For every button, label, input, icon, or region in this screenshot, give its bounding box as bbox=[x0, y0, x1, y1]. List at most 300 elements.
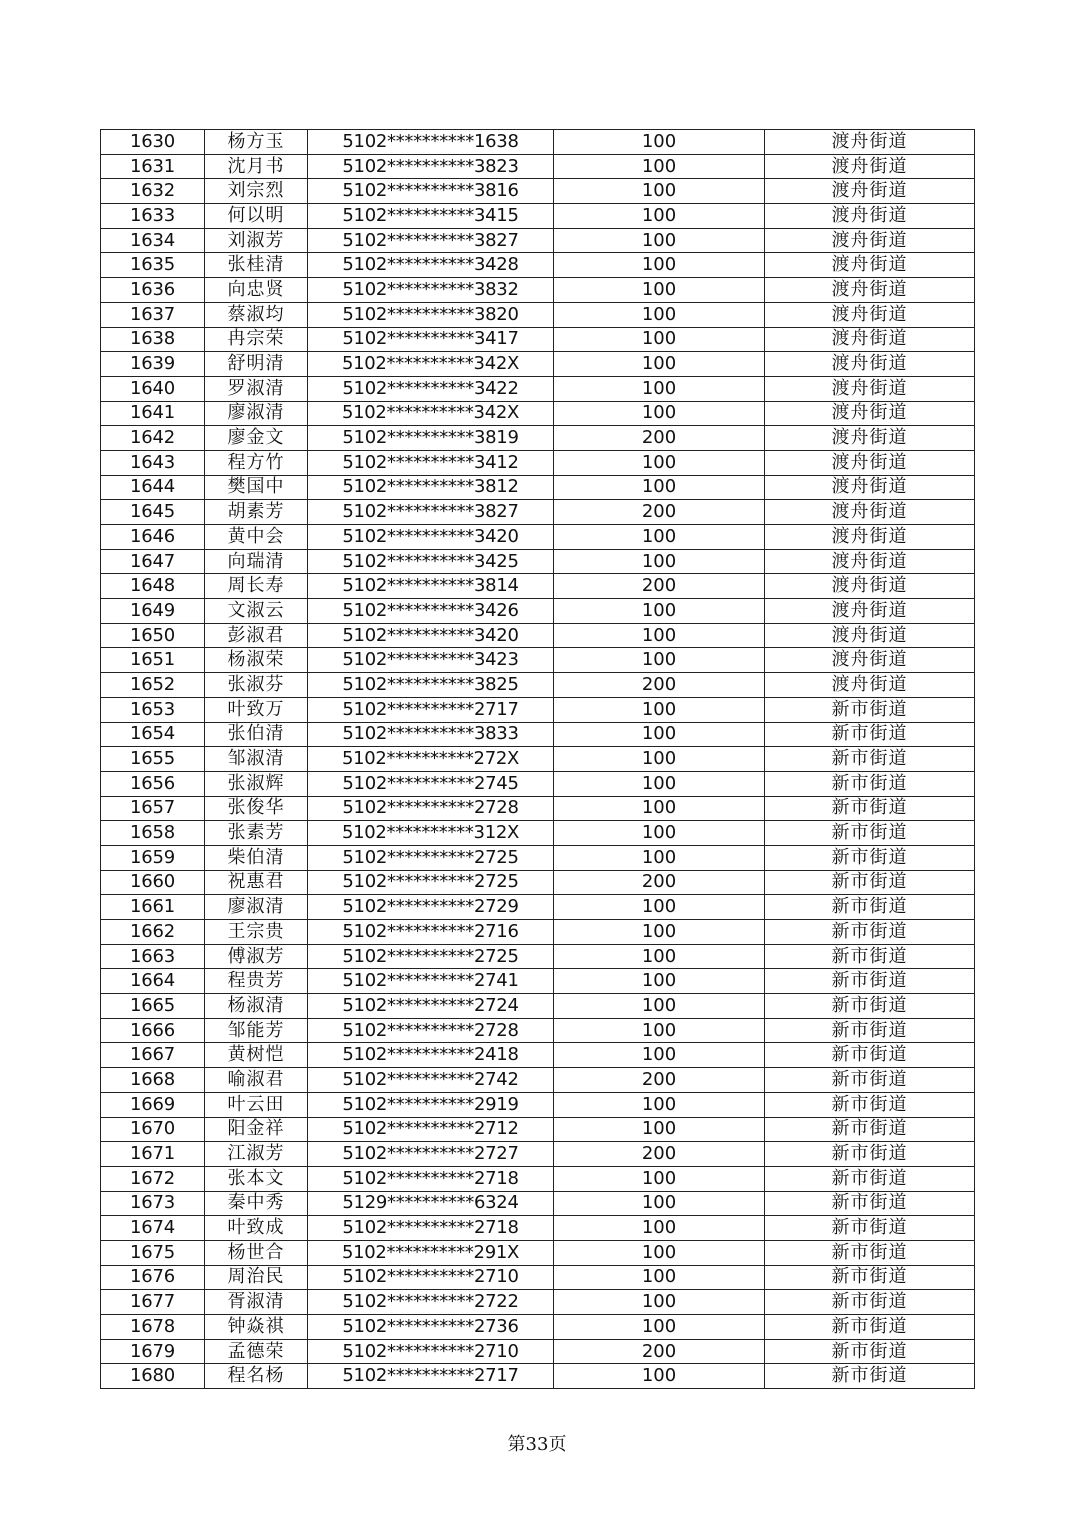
cell-name: 柴伯清 bbox=[205, 845, 308, 870]
cell-street: 新市街道 bbox=[765, 845, 975, 870]
cell-id-number: 5102**********2745 bbox=[308, 771, 554, 796]
cell-serial-number: 1635 bbox=[101, 253, 205, 278]
cell-amount: 200 bbox=[554, 500, 765, 525]
cell-serial-number: 1667 bbox=[101, 1043, 205, 1068]
cell-amount: 200 bbox=[554, 574, 765, 599]
cell-serial-number: 1664 bbox=[101, 969, 205, 994]
table-row bbox=[101, 376, 975, 401]
cell-street: 新市街道 bbox=[765, 1216, 975, 1241]
table-row bbox=[101, 500, 975, 525]
cell-amount: 100 bbox=[554, 475, 765, 500]
table-row bbox=[101, 1117, 975, 1142]
cell-amount: 200 bbox=[554, 673, 765, 698]
cell-amount: 100 bbox=[554, 1216, 765, 1241]
cell-serial-number: 1672 bbox=[101, 1166, 205, 1191]
cell-serial-number: 1673 bbox=[101, 1191, 205, 1216]
cell-name: 樊国中 bbox=[205, 475, 308, 500]
cell-amount: 100 bbox=[554, 376, 765, 401]
cell-name: 冉宗荣 bbox=[205, 327, 308, 352]
cell-id-number: 5102**********3823 bbox=[308, 154, 554, 179]
cell-amount: 100 bbox=[554, 154, 765, 179]
cell-serial-number: 1652 bbox=[101, 673, 205, 698]
table-row bbox=[101, 401, 975, 426]
cell-amount: 100 bbox=[554, 1166, 765, 1191]
cell-id-number: 5102**********2736 bbox=[308, 1315, 554, 1340]
cell-serial-number: 1678 bbox=[101, 1315, 205, 1340]
cell-id-number: 5102**********342X bbox=[308, 401, 554, 426]
cell-serial-number: 1633 bbox=[101, 204, 205, 229]
cell-amount: 100 bbox=[554, 845, 765, 870]
cell-amount: 100 bbox=[554, 722, 765, 747]
cell-amount: 100 bbox=[554, 401, 765, 426]
cell-street: 渡舟街道 bbox=[765, 475, 975, 500]
cell-name: 文淑云 bbox=[205, 599, 308, 624]
cell-name: 程名杨 bbox=[205, 1364, 308, 1389]
cell-name: 张桂清 bbox=[205, 253, 308, 278]
cell-id-number: 5102**********291X bbox=[308, 1240, 554, 1265]
cell-name: 向忠贤 bbox=[205, 278, 308, 303]
cell-serial-number: 1640 bbox=[101, 376, 205, 401]
table-row bbox=[101, 1216, 975, 1241]
cell-amount: 100 bbox=[554, 1092, 765, 1117]
cell-street: 新市街道 bbox=[765, 1315, 975, 1340]
cell-street: 新市街道 bbox=[765, 1166, 975, 1191]
cell-id-number: 5129**********6324 bbox=[308, 1191, 554, 1216]
cell-street: 新市街道 bbox=[765, 1290, 975, 1315]
cell-serial-number: 1631 bbox=[101, 154, 205, 179]
cell-street: 渡舟街道 bbox=[765, 500, 975, 525]
cell-amount: 100 bbox=[554, 352, 765, 377]
cell-amount: 100 bbox=[554, 1240, 765, 1265]
cell-serial-number: 1670 bbox=[101, 1117, 205, 1142]
cell-id-number: 5102**********3417 bbox=[308, 327, 554, 352]
table-row bbox=[101, 1364, 975, 1389]
table-row bbox=[101, 969, 975, 994]
cell-id-number: 5102**********3428 bbox=[308, 253, 554, 278]
table-row bbox=[101, 574, 975, 599]
cell-serial-number: 1677 bbox=[101, 1290, 205, 1315]
cell-serial-number: 1674 bbox=[101, 1216, 205, 1241]
cell-name: 黄中会 bbox=[205, 525, 308, 550]
cell-street: 渡舟街道 bbox=[765, 549, 975, 574]
cell-street: 新市街道 bbox=[765, 994, 975, 1019]
cell-serial-number: 1654 bbox=[101, 722, 205, 747]
cell-amount: 100 bbox=[554, 278, 765, 303]
table-row bbox=[101, 154, 975, 179]
cell-street: 新市街道 bbox=[765, 796, 975, 821]
cell-id-number: 5102**********3819 bbox=[308, 426, 554, 451]
table-row bbox=[101, 920, 975, 945]
cell-street: 新市街道 bbox=[765, 1265, 975, 1290]
cell-id-number: 5102**********3833 bbox=[308, 722, 554, 747]
cell-street: 新市街道 bbox=[765, 1142, 975, 1167]
cell-amount: 200 bbox=[554, 870, 765, 895]
cell-name: 傅淑芳 bbox=[205, 944, 308, 969]
cell-id-number: 5102**********2729 bbox=[308, 895, 554, 920]
beneficiary-table bbox=[100, 129, 975, 1389]
cell-street: 渡舟街道 bbox=[765, 253, 975, 278]
cell-id-number: 5102**********2728 bbox=[308, 796, 554, 821]
table-row bbox=[101, 549, 975, 574]
table-row bbox=[101, 1240, 975, 1265]
cell-street: 渡舟街道 bbox=[765, 302, 975, 327]
table-row bbox=[101, 278, 975, 303]
cell-amount: 100 bbox=[554, 920, 765, 945]
cell-name: 蔡淑均 bbox=[205, 302, 308, 327]
cell-id-number: 5102**********3827 bbox=[308, 500, 554, 525]
table-row bbox=[101, 870, 975, 895]
cell-name: 何以明 bbox=[205, 204, 308, 229]
cell-amount: 100 bbox=[554, 228, 765, 253]
cell-street: 新市街道 bbox=[765, 920, 975, 945]
cell-amount: 100 bbox=[554, 747, 765, 772]
cell-id-number: 5102**********3827 bbox=[308, 228, 554, 253]
cell-id-number: 5102**********2418 bbox=[308, 1043, 554, 1068]
cell-street: 渡舟街道 bbox=[765, 179, 975, 204]
table-row bbox=[101, 895, 975, 920]
cell-street: 新市街道 bbox=[765, 1092, 975, 1117]
cell-id-number: 5102**********3426 bbox=[308, 599, 554, 624]
cell-street: 新市街道 bbox=[765, 697, 975, 722]
cell-amount: 100 bbox=[554, 450, 765, 475]
cell-name: 叶致万 bbox=[205, 697, 308, 722]
cell-id-number: 5102**********2725 bbox=[308, 870, 554, 895]
cell-amount: 200 bbox=[554, 426, 765, 451]
cell-serial-number: 1659 bbox=[101, 845, 205, 870]
cell-amount: 100 bbox=[554, 969, 765, 994]
cell-serial-number: 1642 bbox=[101, 426, 205, 451]
cell-serial-number: 1676 bbox=[101, 1265, 205, 1290]
cell-name: 周治民 bbox=[205, 1265, 308, 1290]
cell-serial-number: 1657 bbox=[101, 796, 205, 821]
cell-name: 叶致成 bbox=[205, 1216, 308, 1241]
cell-amount: 100 bbox=[554, 796, 765, 821]
cell-name: 程方竹 bbox=[205, 450, 308, 475]
cell-amount: 100 bbox=[554, 895, 765, 920]
cell-id-number: 5102**********3816 bbox=[308, 179, 554, 204]
cell-street: 渡舟街道 bbox=[765, 130, 975, 155]
cell-serial-number: 1651 bbox=[101, 648, 205, 673]
cell-street: 渡舟街道 bbox=[765, 574, 975, 599]
cell-street: 新市街道 bbox=[765, 870, 975, 895]
cell-serial-number: 1666 bbox=[101, 1018, 205, 1043]
cell-name: 秦中秀 bbox=[205, 1191, 308, 1216]
cell-name: 孟德荣 bbox=[205, 1339, 308, 1364]
cell-serial-number: 1655 bbox=[101, 747, 205, 772]
beneficiary-table-container bbox=[100, 129, 974, 1389]
table-row bbox=[101, 426, 975, 451]
cell-name: 张淑辉 bbox=[205, 771, 308, 796]
cell-name: 周长寿 bbox=[205, 574, 308, 599]
cell-id-number: 5102**********3820 bbox=[308, 302, 554, 327]
table-row bbox=[101, 1043, 975, 1068]
cell-id-number: 5102**********3812 bbox=[308, 475, 554, 500]
cell-street: 新市街道 bbox=[765, 771, 975, 796]
cell-amount: 100 bbox=[554, 994, 765, 1019]
cell-name: 钟焱祺 bbox=[205, 1315, 308, 1340]
cell-amount: 100 bbox=[554, 697, 765, 722]
cell-serial-number: 1653 bbox=[101, 697, 205, 722]
table-row bbox=[101, 747, 975, 772]
cell-name: 张本文 bbox=[205, 1166, 308, 1191]
cell-serial-number: 1639 bbox=[101, 352, 205, 377]
cell-serial-number: 1663 bbox=[101, 944, 205, 969]
cell-id-number: 5102**********3814 bbox=[308, 574, 554, 599]
cell-name: 廖淑清 bbox=[205, 401, 308, 426]
cell-street: 新市街道 bbox=[765, 1068, 975, 1093]
cell-serial-number: 1662 bbox=[101, 920, 205, 945]
cell-street: 新市街道 bbox=[765, 1240, 975, 1265]
cell-id-number: 5102**********3825 bbox=[308, 673, 554, 698]
table-row bbox=[101, 771, 975, 796]
cell-amount: 200 bbox=[554, 1068, 765, 1093]
cell-amount: 100 bbox=[554, 771, 765, 796]
cell-name: 刘淑芳 bbox=[205, 228, 308, 253]
table-row bbox=[101, 204, 975, 229]
cell-id-number: 5102**********3422 bbox=[308, 376, 554, 401]
cell-id-number: 5102**********3423 bbox=[308, 648, 554, 673]
cell-name: 张淑芬 bbox=[205, 673, 308, 698]
cell-amount: 100 bbox=[554, 549, 765, 574]
cell-street: 新市街道 bbox=[765, 1191, 975, 1216]
table-row bbox=[101, 1068, 975, 1093]
cell-street: 新市街道 bbox=[765, 1339, 975, 1364]
cell-serial-number: 1638 bbox=[101, 327, 205, 352]
cell-serial-number: 1660 bbox=[101, 870, 205, 895]
cell-amount: 100 bbox=[554, 1117, 765, 1142]
table-row bbox=[101, 648, 975, 673]
cell-name: 张俊华 bbox=[205, 796, 308, 821]
table-row bbox=[101, 475, 975, 500]
cell-serial-number: 1632 bbox=[101, 179, 205, 204]
cell-serial-number: 1637 bbox=[101, 302, 205, 327]
cell-street: 新市街道 bbox=[765, 747, 975, 772]
cell-amount: 100 bbox=[554, 1315, 765, 1340]
cell-amount: 100 bbox=[554, 1290, 765, 1315]
cell-name: 罗淑清 bbox=[205, 376, 308, 401]
cell-id-number: 5102**********2710 bbox=[308, 1265, 554, 1290]
cell-name: 沈月书 bbox=[205, 154, 308, 179]
table-row bbox=[101, 1191, 975, 1216]
cell-id-number: 5102**********3420 bbox=[308, 525, 554, 550]
cell-id-number: 5102**********312X bbox=[308, 821, 554, 846]
cell-serial-number: 1643 bbox=[101, 450, 205, 475]
cell-name: 廖淑清 bbox=[205, 895, 308, 920]
cell-name: 胡素芳 bbox=[205, 500, 308, 525]
cell-id-number: 5102**********2710 bbox=[308, 1339, 554, 1364]
cell-serial-number: 1679 bbox=[101, 1339, 205, 1364]
table-row bbox=[101, 722, 975, 747]
cell-street: 渡舟街道 bbox=[765, 450, 975, 475]
cell-amount: 100 bbox=[554, 179, 765, 204]
cell-name: 杨淑荣 bbox=[205, 648, 308, 673]
table-row bbox=[101, 845, 975, 870]
cell-street: 新市街道 bbox=[765, 1117, 975, 1142]
cell-amount: 100 bbox=[554, 253, 765, 278]
cell-street: 渡舟街道 bbox=[765, 648, 975, 673]
cell-id-number: 5102**********3412 bbox=[308, 450, 554, 475]
table-row bbox=[101, 1265, 975, 1290]
cell-street: 渡舟街道 bbox=[765, 401, 975, 426]
cell-amount: 100 bbox=[554, 1018, 765, 1043]
table-row bbox=[101, 599, 975, 624]
cell-serial-number: 1648 bbox=[101, 574, 205, 599]
cell-name: 邹能芳 bbox=[205, 1018, 308, 1043]
cell-id-number: 5102**********2725 bbox=[308, 944, 554, 969]
cell-amount: 100 bbox=[554, 821, 765, 846]
cell-serial-number: 1669 bbox=[101, 1092, 205, 1117]
table-row bbox=[101, 130, 975, 155]
cell-amount: 100 bbox=[554, 1265, 765, 1290]
cell-serial-number: 1675 bbox=[101, 1240, 205, 1265]
table-row bbox=[101, 327, 975, 352]
cell-amount: 100 bbox=[554, 525, 765, 550]
cell-amount: 100 bbox=[554, 204, 765, 229]
page-number: 第33页 bbox=[507, 1434, 567, 1455]
cell-name: 江淑芳 bbox=[205, 1142, 308, 1167]
cell-serial-number: 1636 bbox=[101, 278, 205, 303]
table-row bbox=[101, 1339, 975, 1364]
cell-street: 新市街道 bbox=[765, 1364, 975, 1389]
cell-id-number: 5102**********2718 bbox=[308, 1166, 554, 1191]
table-row bbox=[101, 994, 975, 1019]
cell-id-number: 5102**********2724 bbox=[308, 994, 554, 1019]
cell-amount: 100 bbox=[554, 623, 765, 648]
cell-name: 祝惠君 bbox=[205, 870, 308, 895]
cell-name: 叶云田 bbox=[205, 1092, 308, 1117]
table-row bbox=[101, 1315, 975, 1340]
cell-amount: 100 bbox=[554, 599, 765, 624]
cell-id-number: 5102**********2919 bbox=[308, 1092, 554, 1117]
cell-id-number: 5102**********2712 bbox=[308, 1117, 554, 1142]
cell-serial-number: 1634 bbox=[101, 228, 205, 253]
cell-street: 新市街道 bbox=[765, 1043, 975, 1068]
cell-id-number: 5102**********2716 bbox=[308, 920, 554, 945]
table-body bbox=[101, 130, 975, 1389]
cell-name: 杨方玉 bbox=[205, 130, 308, 155]
cell-street: 渡舟街道 bbox=[765, 599, 975, 624]
cell-name: 杨世合 bbox=[205, 1240, 308, 1265]
cell-street: 渡舟街道 bbox=[765, 327, 975, 352]
table-row bbox=[101, 1142, 975, 1167]
cell-amount: 100 bbox=[554, 648, 765, 673]
cell-id-number: 5102**********1638 bbox=[308, 130, 554, 155]
cell-id-number: 5102**********3420 bbox=[308, 623, 554, 648]
table-row bbox=[101, 673, 975, 698]
cell-amount: 100 bbox=[554, 327, 765, 352]
cell-name: 张素芳 bbox=[205, 821, 308, 846]
cell-id-number: 5102**********3832 bbox=[308, 278, 554, 303]
cell-serial-number: 1665 bbox=[101, 994, 205, 1019]
cell-name: 阳金祥 bbox=[205, 1117, 308, 1142]
table-row bbox=[101, 697, 975, 722]
table-row bbox=[101, 179, 975, 204]
table-row bbox=[101, 228, 975, 253]
cell-id-number: 5102**********3425 bbox=[308, 549, 554, 574]
cell-id-number: 5102**********2728 bbox=[308, 1018, 554, 1043]
cell-name: 王宗贵 bbox=[205, 920, 308, 945]
cell-serial-number: 1649 bbox=[101, 599, 205, 624]
cell-street: 渡舟街道 bbox=[765, 376, 975, 401]
cell-serial-number: 1644 bbox=[101, 475, 205, 500]
table-row bbox=[101, 525, 975, 550]
cell-street: 渡舟街道 bbox=[765, 228, 975, 253]
table-row bbox=[101, 1290, 975, 1315]
cell-id-number: 5102**********2717 bbox=[308, 1364, 554, 1389]
cell-serial-number: 1647 bbox=[101, 549, 205, 574]
cell-name: 杨淑清 bbox=[205, 994, 308, 1019]
cell-id-number: 5102**********2722 bbox=[308, 1290, 554, 1315]
cell-serial-number: 1680 bbox=[101, 1364, 205, 1389]
table-row bbox=[101, 302, 975, 327]
cell-serial-number: 1671 bbox=[101, 1142, 205, 1167]
cell-street: 渡舟街道 bbox=[765, 204, 975, 229]
cell-street: 渡舟街道 bbox=[765, 278, 975, 303]
cell-id-number: 5102**********272X bbox=[308, 747, 554, 772]
cell-amount: 100 bbox=[554, 944, 765, 969]
cell-name: 彭淑君 bbox=[205, 623, 308, 648]
cell-name: 邹淑清 bbox=[205, 747, 308, 772]
cell-amount: 200 bbox=[554, 1142, 765, 1167]
cell-id-number: 5102**********2741 bbox=[308, 969, 554, 994]
cell-id-number: 5102**********2742 bbox=[308, 1068, 554, 1093]
cell-serial-number: 1661 bbox=[101, 895, 205, 920]
cell-street: 新市街道 bbox=[765, 821, 975, 846]
cell-serial-number: 1668 bbox=[101, 1068, 205, 1093]
cell-name: 廖金文 bbox=[205, 426, 308, 451]
cell-amount: 100 bbox=[554, 130, 765, 155]
cell-serial-number: 1630 bbox=[101, 130, 205, 155]
cell-street: 新市街道 bbox=[765, 944, 975, 969]
cell-amount: 100 bbox=[554, 302, 765, 327]
table-row bbox=[101, 796, 975, 821]
table-row bbox=[101, 1018, 975, 1043]
cell-id-number: 5102**********2717 bbox=[308, 697, 554, 722]
cell-name: 程贵芳 bbox=[205, 969, 308, 994]
table-row bbox=[101, 944, 975, 969]
cell-serial-number: 1656 bbox=[101, 771, 205, 796]
cell-serial-number: 1658 bbox=[101, 821, 205, 846]
cell-name: 张伯清 bbox=[205, 722, 308, 747]
cell-amount: 100 bbox=[554, 1043, 765, 1068]
table-row bbox=[101, 821, 975, 846]
table-row bbox=[101, 1166, 975, 1191]
table-row bbox=[101, 352, 975, 377]
cell-serial-number: 1641 bbox=[101, 401, 205, 426]
cell-street: 新市街道 bbox=[765, 969, 975, 994]
cell-serial-number: 1650 bbox=[101, 623, 205, 648]
cell-amount: 200 bbox=[554, 1339, 765, 1364]
cell-name: 黄树恺 bbox=[205, 1043, 308, 1068]
cell-id-number: 5102**********2718 bbox=[308, 1216, 554, 1241]
cell-name: 喻淑君 bbox=[205, 1068, 308, 1093]
cell-name: 胥淑清 bbox=[205, 1290, 308, 1315]
cell-name: 向瑞清 bbox=[205, 549, 308, 574]
cell-amount: 100 bbox=[554, 1364, 765, 1389]
cell-name: 舒明清 bbox=[205, 352, 308, 377]
cell-street: 新市街道 bbox=[765, 722, 975, 747]
cell-id-number: 5102**********342X bbox=[308, 352, 554, 377]
cell-street: 渡舟街道 bbox=[765, 525, 975, 550]
cell-serial-number: 1646 bbox=[101, 525, 205, 550]
cell-street: 渡舟街道 bbox=[765, 154, 975, 179]
cell-street: 渡舟街道 bbox=[765, 623, 975, 648]
cell-street: 渡舟街道 bbox=[765, 673, 975, 698]
cell-serial-number: 1645 bbox=[101, 500, 205, 525]
table-row bbox=[101, 450, 975, 475]
cell-id-number: 5102**********3415 bbox=[308, 204, 554, 229]
table-row bbox=[101, 253, 975, 278]
